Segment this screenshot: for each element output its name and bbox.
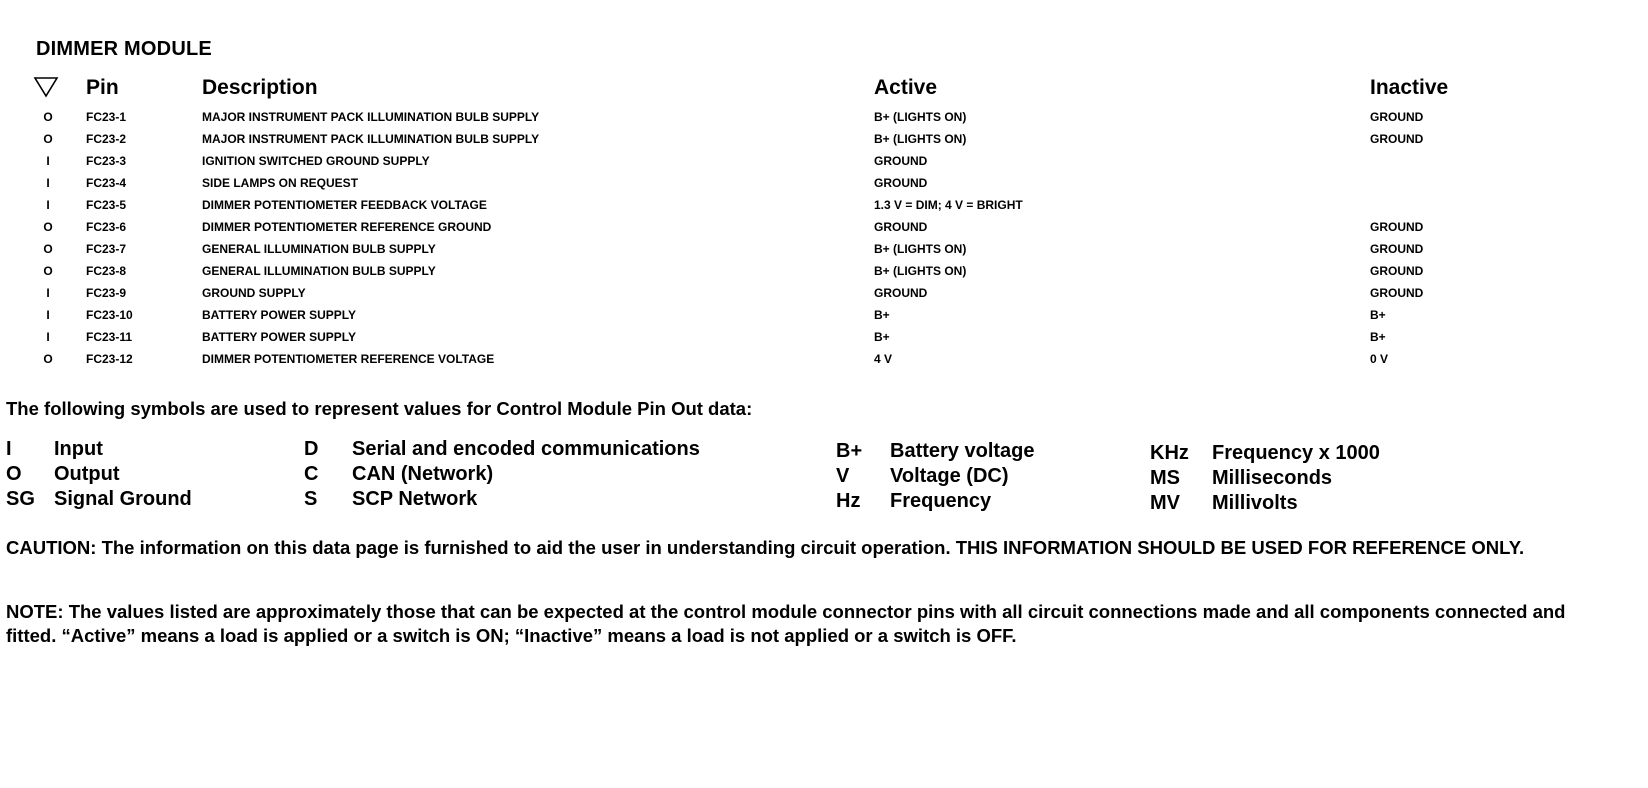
legend-text: Input [54,438,103,460]
row-inactive: GROUND [1370,220,1424,234]
legend-text: Frequency x 1000 [1212,442,1380,464]
row-inactive: GROUND [1370,110,1424,124]
table-row [0,330,1648,352]
legend-symbol: Hz [836,490,861,512]
row-description: GROUND SUPPLY [202,286,306,300]
row-description: DIMMER POTENTIOMETER REFERENCE VOLTAGE [202,352,495,366]
page-title: DIMMER MODULE [36,38,212,60]
row-pin: FC23-6 [86,220,127,234]
row-inactive: GROUND [1370,286,1424,300]
legend-symbol: O [6,463,22,485]
table-row [0,264,1648,286]
row-inactive: 0 V [1370,352,1389,366]
header-inactive: Inactive [1370,76,1449,99]
table-row [0,220,1648,242]
row-pin: FC23-7 [86,242,127,256]
legend-intro: The following symbols are used to represent values for Control Module Pin Out data: [6,398,753,419]
row-active: GROUND [874,286,928,300]
row-direction: I [46,154,50,168]
note-text: NOTE: The values listed are approximately those that can be expected at the control module connector pins with all circuit connections made and all components connected and fitted. “Active” means a load is applied or a switch is ON; “Inactive” means a load is not applied or a switch is OFF. [6,601,1566,646]
row-pin: FC23-9 [86,286,127,300]
legend-symbol: MS [1150,467,1180,489]
row-pin: FC23-1 [86,110,127,124]
row-description: GENERAL ILLUMINATION BULB SUPPLY [202,242,436,256]
row-pin: FC23-11 [86,330,133,344]
row-inactive: B+ [1370,308,1386,322]
legend-symbol: B+ [836,440,863,462]
table-row [0,132,1648,154]
row-pin: FC23-4 [86,176,127,190]
row-description: GENERAL ILLUMINATION BULB SUPPLY [202,264,436,278]
table-row [0,154,1648,176]
row-active: GROUND [874,154,928,168]
row-inactive: GROUND [1370,132,1424,146]
legend-symbol: V [836,465,850,487]
legend-text: Milliseconds [1212,467,1333,489]
row-active: GROUND [874,176,928,190]
row-direction: I [46,330,50,344]
caution-text: CAUTION: The information on this data page is furnished to aid the user in understanding circuit operation. THIS INFORMATION SHOULD BE USED FOR REFERENCE ONLY. [6,537,1525,558]
triangle-down-outline-icon [33,76,59,98]
legend-text: Battery voltage [890,440,1035,462]
row-active: B+ [874,308,890,322]
legend-text: Signal Ground [54,488,192,510]
table-row [0,198,1648,220]
row-description: DIMMER POTENTIOMETER FEEDBACK VOLTAGE [202,198,487,212]
table-row [0,308,1648,330]
row-active: 4 V [874,352,893,366]
row-pin: FC23-5 [86,198,127,212]
legend-symbol: I [6,438,12,460]
row-pin: FC23-8 [86,264,127,278]
row-direction: I [46,176,50,190]
legend-text: SCP Network [352,488,478,510]
row-direction: O [43,242,53,256]
table-row [0,286,1648,308]
row-description: DIMMER POTENTIOMETER REFERENCE GROUND [202,220,492,234]
row-active: B+ (LIGHTS ON) [874,132,967,146]
row-direction: O [43,220,53,234]
legend-symbol: MV [1150,492,1180,514]
symbol-legend [0,438,1648,518]
legend-symbol: SG [6,488,35,510]
legend-text: Output [54,463,120,485]
row-description: BATTERY POWER SUPPLY [202,330,357,344]
legend-text: Frequency [890,490,992,512]
legend-text: Voltage (DC) [890,465,1009,487]
row-description: MAJOR INSTRUMENT PACK ILLUMINATION BULB SUPPLY [202,110,540,124]
row-direction: O [43,132,53,146]
row-description: IGNITION SWITCHED GROUND SUPPLY [202,154,430,168]
row-pin: FC23-12 [86,352,133,366]
row-pin: FC23-10 [86,308,133,322]
legend-symbol: KHz [1150,442,1189,464]
table-row [0,242,1648,264]
row-description: BATTERY POWER SUPPLY [202,308,357,322]
legend-symbol: D [304,438,319,460]
row-pin: FC23-3 [86,154,127,168]
row-direction: O [43,264,53,278]
row-description: MAJOR INSTRUMENT PACK ILLUMINATION BULB SUPPLY [202,132,540,146]
legend-symbol: S [304,488,318,510]
row-inactive: B+ [1370,330,1386,344]
row-direction: I [46,286,50,300]
legend-symbol: C [304,463,319,485]
row-active: B+ (LIGHTS ON) [874,264,967,278]
row-description: SIDE LAMPS ON REQUEST [202,176,359,190]
table-row [0,352,1648,374]
legend-text: CAN (Network) [352,463,494,485]
row-inactive: GROUND [1370,264,1424,278]
row-inactive: GROUND [1370,242,1424,256]
row-active: B+ (LIGHTS ON) [874,110,967,124]
header-description: Description [202,76,318,99]
legend-text: Serial and encoded communications [352,438,700,460]
row-active: 1.3 V = DIM; 4 V = BRIGHT [874,198,1023,212]
legend-text: Millivolts [1212,492,1298,514]
row-active: GROUND [874,220,928,234]
header-active: Active [874,76,938,99]
table-row [0,110,1648,132]
row-direction: O [43,352,53,366]
row-pin: FC23-2 [86,132,127,146]
row-direction: I [46,198,50,212]
table-row [0,176,1648,198]
row-active: B+ [874,330,890,344]
row-direction: I [46,308,50,322]
row-active: B+ (LIGHTS ON) [874,242,967,256]
row-direction: O [43,110,53,124]
header-pin: Pin [86,76,119,99]
